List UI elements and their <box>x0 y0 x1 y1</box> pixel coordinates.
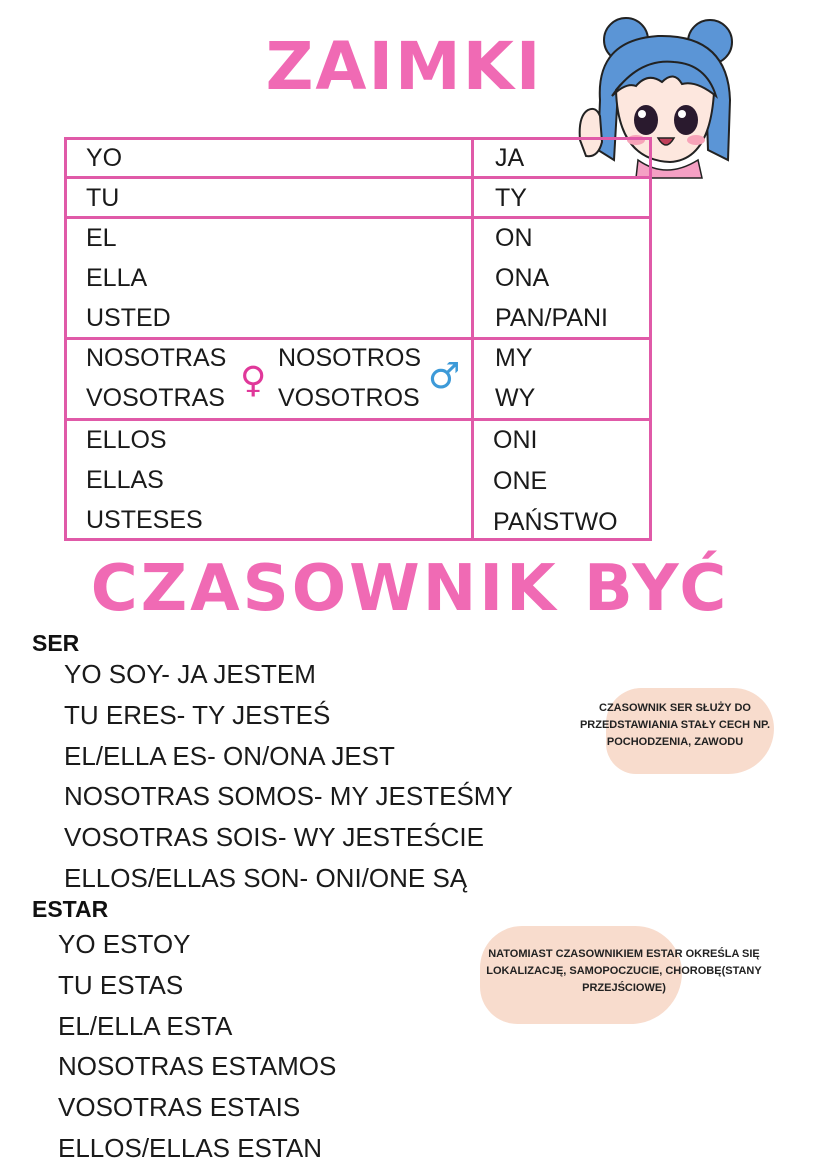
estar-note <box>474 946 774 997</box>
table-divider <box>471 137 474 541</box>
ser-line: YO SOY- JA JESTEM <box>64 659 316 689</box>
note-line: NATOMIAST CZASOWNIKIEM ESTAR OKREŚLA SIĘ <box>488 948 760 960</box>
table-row <box>64 176 652 219</box>
estar-line: TU ESTAS <box>58 970 184 1000</box>
pronoun-es-female: VOSOTRAS <box>86 384 225 412</box>
ser-line: EL/ELLA ES- ON/ONA JEST <box>64 741 395 771</box>
ser-heading: SER <box>32 630 80 656</box>
pronoun-pl: JA <box>495 144 525 172</box>
pronoun-es: ELLA <box>86 264 148 292</box>
note-line: PRZEJŚCIOWE) <box>582 982 666 994</box>
pronoun-pl: ONI <box>493 426 538 454</box>
male-symbol-icon: ♂ <box>428 356 461 397</box>
pronoun-es: TU <box>86 184 120 212</box>
estar-line: VOSOTRAS ESTAIS <box>58 1092 301 1122</box>
estar-line: YO ESTOY <box>58 929 191 959</box>
ser-line: VOSOTRAS SOIS- WY JESTEŚCIE <box>64 822 484 852</box>
pronoun-es-male: NOSOTROS <box>278 344 422 372</box>
pronoun-pl: WY <box>495 384 536 412</box>
pronoun-pl: ONA <box>495 264 550 292</box>
pronoun-table <box>64 137 652 541</box>
pronoun-pl: ONE <box>493 467 548 495</box>
female-symbol-icon: ♀ <box>240 360 267 401</box>
pronoun-pl: PAŃSTWO <box>493 508 618 536</box>
estar-heading: ESTAR <box>32 896 109 922</box>
pronoun-es-female: NOSOTRAS <box>86 344 227 372</box>
ser-note <box>560 700 790 751</box>
ser-line: TU ERES- TY JESTEŚ <box>64 700 331 730</box>
pronoun-pl: MY <box>495 344 533 372</box>
estar-line: EL/ELLA ESTA <box>58 1011 233 1041</box>
ser-line: ELLOS/ELLAS SON- ONI/ONE SĄ <box>64 863 468 893</box>
table-row <box>64 137 652 179</box>
pronoun-es: ELLOS <box>86 426 167 454</box>
pronoun-es: ELLAS <box>86 466 164 494</box>
note-line: LOKALIZACJĘ, SAMOPOCZUCIE, CHOROBĘ(STANY <box>486 965 762 977</box>
estar-line: NOSOTRAS ESTAMOS <box>58 1051 337 1081</box>
pronoun-pl: PAN/PANI <box>495 304 608 332</box>
note-line: POCHODZENIA, ZAWODU <box>606 736 744 748</box>
note-line: PRZEDSTAWIANIA STAŁY CECH NP. <box>579 719 771 731</box>
pronoun-pl: TY <box>495 184 527 212</box>
verb-title: CZASOWNIK BYĆ <box>90 552 730 626</box>
pronoun-pl: ON <box>495 224 533 252</box>
pronoun-es: USTED <box>86 304 171 332</box>
pronoun-es: EL <box>86 224 117 252</box>
estar-line: ELLOS/ELLAS ESTAN <box>58 1133 322 1163</box>
pronoun-es: USTESES <box>86 506 203 534</box>
pronoun-es: YO <box>86 144 123 172</box>
ser-line: NOSOTRAS SOMOS- MY JESTEŚMY <box>64 781 513 811</box>
pronouns-title: ZAIMKI <box>265 28 543 105</box>
note-line: CZASOWNIK SER SŁUŻY DO <box>599 702 751 714</box>
pronoun-es-male: VOSOTROS <box>278 384 420 412</box>
